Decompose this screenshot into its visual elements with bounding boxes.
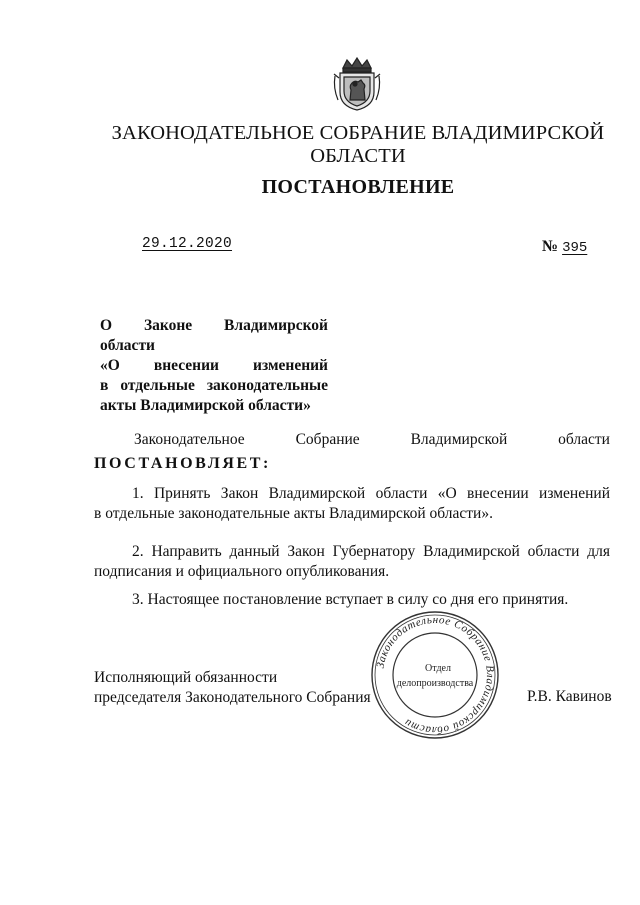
document-date: 29.12.2020 [142, 236, 233, 252]
preamble-word: области [558, 431, 610, 448]
subject-line: в отдельные законодательные [100, 377, 328, 394]
document-type-heading: ПОСТАНОВЛЕНИЕ [261, 176, 455, 198]
signer-title-line: Исполняющий обязанности [94, 669, 278, 686]
preamble [134, 430, 610, 450]
document-subject [100, 316, 328, 416]
resolution-item [94, 484, 610, 524]
stamp-center-line: делопроизводства [396, 678, 474, 689]
item-line: в отдельные законодательные акты Владимирской области». [94, 505, 493, 522]
item-line: 1. Принять Закон Владимирской области «О внесении изменений [132, 485, 610, 502]
stamp-center-line: Отдел [425, 663, 451, 674]
item-line: 2. Направить данный Закон Губернатору Владимирской области для [132, 543, 610, 560]
item-line: подписания и официального опубликования. [94, 563, 390, 580]
preamble-word: Законодательное [134, 431, 245, 448]
vladimir-coat-of-arms-icon [331, 56, 383, 112]
resolution-item: 3. Настоящее постановление вступает в силу со дня его принятия. [132, 591, 569, 608]
subject-line: «О внесении изменений [100, 357, 328, 374]
resolution-item [94, 542, 610, 582]
preamble-word: Собрание [295, 431, 360, 448]
number-value: 395 [562, 240, 588, 256]
signer-name: Р.В. Кавинов [527, 688, 612, 705]
subject-line: акты Владимирской области» [100, 397, 311, 414]
resolves-heading: ПОСТАНОВЛЯЕТ: [94, 455, 271, 472]
signer-title-line: председателя Законодательного Собрания [94, 689, 371, 706]
signer-title [94, 668, 371, 708]
number-label: № [542, 238, 559, 255]
official-stamp [368, 608, 502, 742]
stamp-ring-text: Законодательное Собрание Владимирской области [374, 613, 497, 737]
subject-line: О Законе Владимирской области [100, 317, 328, 354]
organization-title: ЗАКОНОДАТЕЛЬНОЕ СОБРАНИЕ ВЛАДИМИРСКОЙ ОБЛАСТИ [111, 122, 605, 167]
preamble-word: Владимирской [410, 431, 508, 448]
document-number [542, 238, 597, 256]
